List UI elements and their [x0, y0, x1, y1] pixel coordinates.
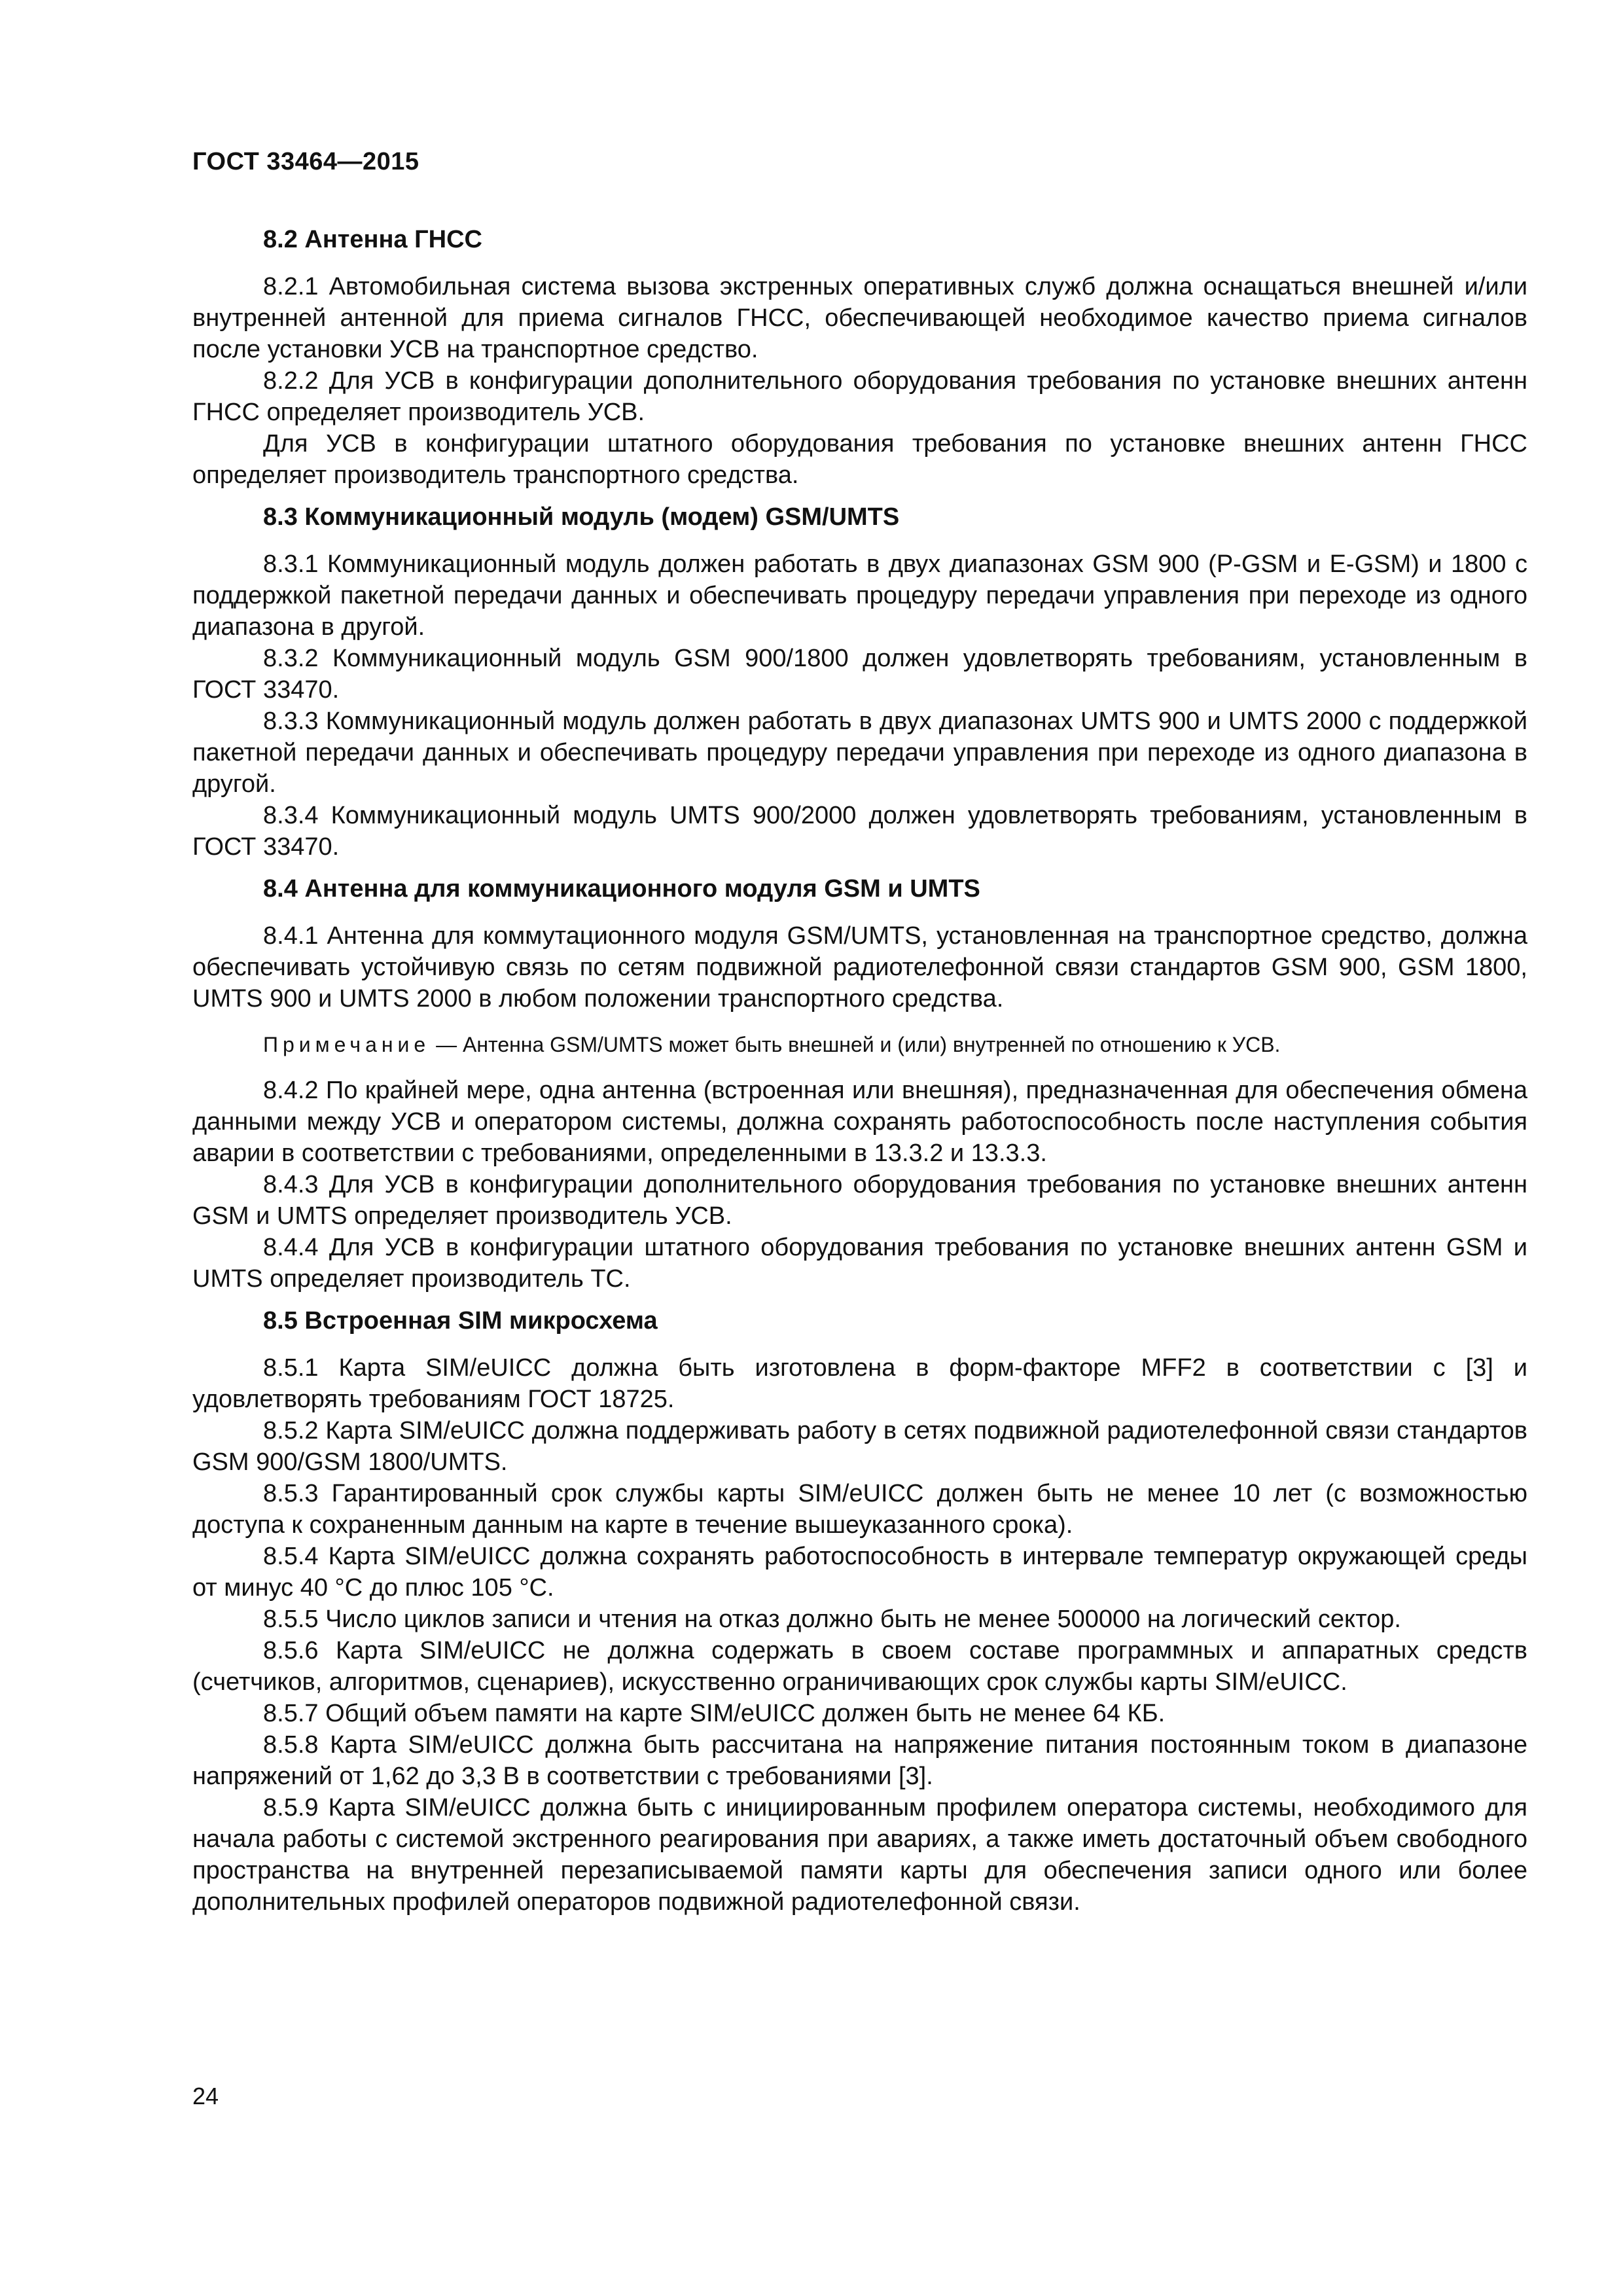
section-title-8-4: 8.4 Антенна для коммуникационного модуля GSM и UMTS: [263, 875, 980, 903]
paragraph-8-5-2: 8.5.2 Карта SIM/eUICC должна поддерживать работу в сетях подвижной радиотелефонной связи стандартов GSM 900/GSM 1800/UMTS.: [192, 1417, 1527, 1476]
paragraph-8-3-3: 8.3.3 Коммуникационный модуль должен работать в двух диапазонах UMTS 900 и UMTS 2000 с поддержкой пакетной передачи данных и обеспечивать процедуру передачи управления при переходе из одного диапазона в другой.: [192, 708, 1527, 798]
paragraph-8-5-6: 8.5.6 Карта SIM/eUICC не должна содержать в своем составе программных и аппаратных средств (счетчиков, алгоритмов, сценариев), искусственно ограничивающих срок службы карты SIM/eUICC.: [192, 1637, 1527, 1696]
paragraph-8-2-2: 8.2.2 Для УСВ в конфигурации дополнительного оборудования требования по установке внешних антенн ГНСС определяет производитель УСВ.: [192, 367, 1527, 426]
note: [192, 1030, 1527, 1059]
page-number: 24: [192, 2083, 219, 2109]
paragraph-8-3-1: 8.3.1 Коммуникационный модуль должен работать в двух диапазонах GSM 900 (P-GSM и E-GSM) и 1800 с поддержкой пакетной передачи данных и обеспечивать процедуру передачи управления при переходе из одного диапазона в другой.: [192, 550, 1527, 641]
paragraph-8-3-2: 8.3.2 Коммуникационный модуль GSM 900/1800 должен удовлетворять требованиям, установленным в ГОСТ 33470.: [192, 645, 1527, 704]
paragraph-8-4-3: 8.4.3 Для УСВ в конфигурации дополнительного оборудования требования по установке внешних антенн GSM и UMTS определяет производитель УСВ.: [192, 1171, 1527, 1230]
paragraph-8-5-9: 8.5.9 Карта SIM/eUICC должна быть с инициированным профилем оператора системы, необходимого для начала работы с системой экстренного реагирования при авариях, а также иметь достаточный объем свободного пространства на внутренней перезаписываемой памяти карты для обеспечения записи одного или более дополнительных профилей операторов подвижной радиотелефонной связи.: [192, 1794, 1527, 1916]
paragraph-8-5-1: 8.5.1 Карта SIM/eUICC должна быть изготовлена в форм-факторе MFF2 в соответствии с [3] и удовлетворять требованиям ГОСТ 18725.: [192, 1354, 1527, 1413]
document-body: [192, 211, 1527, 1918]
paragraph-8-4-1: 8.4.1 Антенна для коммутационного модуля GSM/UMTS, установленная на транспортное средство, должна обеспечивать устойчивую связь по сетям подвижной радиотелефонной связи стандартов GSM 900, GSM 1800, UMTS 900 и UMTS 2000 в любом положении транспортного средства.: [192, 922, 1527, 1013]
paragraph-8-5-8: 8.5.8 Карта SIM/eUICC должна быть рассчитана на напряжение питания постоянным током в диапазоне напряжений от 1,62 до 3,3 В в соответствии с требованиями [3].: [192, 1731, 1527, 1790]
paragraph-8-4-2: 8.4.2 По крайней мере, одна антенна (встроенная или внешняя), предназначенная для обеспечения обмена данными между УСВ и оператором системы, должна сохранять работоспособность после наступления события аварии в соответствии с требованиями, определенными в 13.3.2 и 13.3.3.: [192, 1077, 1527, 1167]
section-title-8-3: 8.3 Коммуникационный модуль (модем) GSM/UMTS: [263, 503, 900, 531]
paragraph-8-3-4: 8.3.4 Коммуникационный модуль UMTS 900/2000 должен удовлетворять требованиям, установленным в ГОСТ 33470.: [192, 802, 1527, 861]
paragraph-8-5-4: 8.5.4 Карта SIM/eUICC должна сохранять работоспособность в интервале температур окружающей среды от минус 40 °С до плюс 105 °С.: [192, 1543, 1527, 1602]
paragraph-8-5-3: 8.5.3 Гарантированный срок службы карты SIM/eUICC должен быть не менее 10 лет (с возможностью доступа к сохраненным данным на карте в течение вышеуказанного срока).: [192, 1480, 1527, 1539]
paragraph-8-2-2-cont: Для УСВ в конфигурации штатного оборудования требования по установке внешних антенн ГНСС определяет производитель транспортного средства.: [192, 430, 1527, 489]
section-title-8-5: 8.5 Встроенная SIM микросхема: [263, 1307, 658, 1335]
paragraph-8-2-1: 8.2.1 Автомобильная система вызова экстренных оперативных служб должна оснащаться внешней и/или внутренней антенной для приема сигналов ГНСС, обеспечивающей необходимое качество приема сигналов после установки УСВ на транспортное средство.: [192, 273, 1527, 363]
paragraph-8-5-5: 8.5.5 Число циклов записи и чтения на отказ должно быть не менее 500000 на логический сектор.: [263, 1605, 1401, 1633]
note-label: Примечание: [263, 1033, 431, 1056]
document-header: ГОСТ 33464—2015: [192, 148, 419, 175]
paragraph-8-4-4: 8.4.4 Для УСВ в конфигурации штатного оборудования требования по установке внешних антенн GSM и UMTS определяет производитель ТС.: [192, 1234, 1527, 1293]
paragraph-8-5-7: 8.5.7 Общий объем памяти на карте SIM/eUICC должен быть не менее 64 КБ.: [263, 1700, 1166, 1727]
note-text: — Антенна GSM/UMTS может быть внешней и (или) внутренней по отношению к УСВ.: [430, 1033, 1281, 1056]
section-title-8-2: 8.2 Антенна ГНСС: [263, 226, 482, 253]
